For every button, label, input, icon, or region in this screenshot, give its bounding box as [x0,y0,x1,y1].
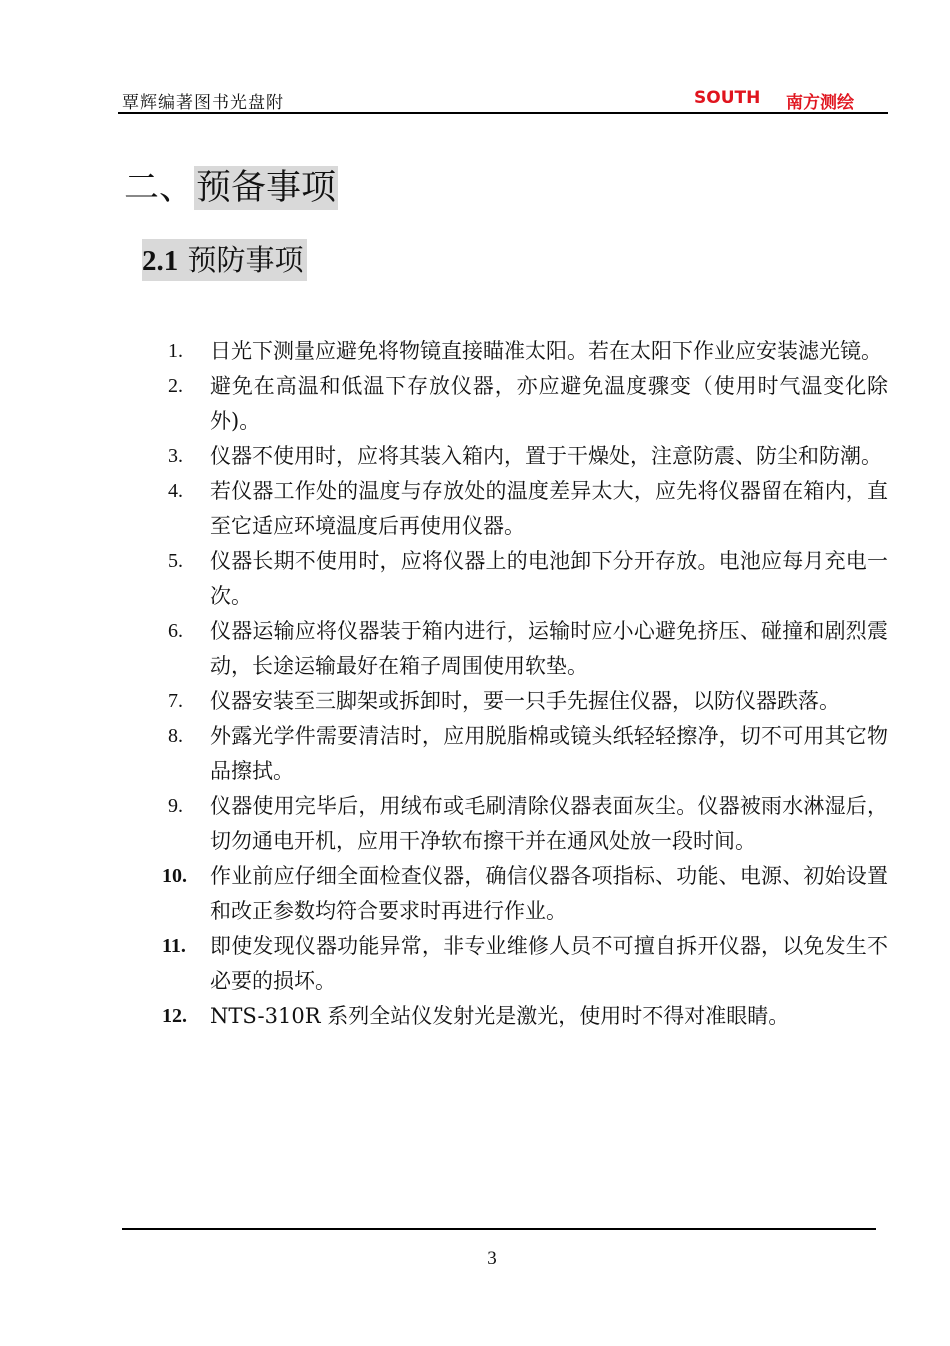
list-item-text: 仪器长期不使用时，应将仪器上的电池卸下分开存放。电池应每月充电一次。 [210,549,888,608]
list-item-text: 即使发现仪器功能异常，非专业维修人员不可擅自拆开仪器，以免发生不必要的损坏。 [210,934,888,993]
header-divider [118,112,888,114]
list-item [160,544,888,614]
list-item-number: 4. [168,480,183,502]
chapter-heading [124,166,338,210]
list-item-text: 仪器不使用时，应将其装入箱内，置于干燥处，注意防震、防尘和防潮。 [210,444,882,468]
list-item [160,334,888,369]
section-heading [142,239,307,281]
list-item [160,369,888,439]
list-item-text: 仪器安装至三脚架或拆卸时，要一只手先握住仪器，以防仪器跌落。 [210,689,840,713]
list-item-number: 1. [168,340,183,362]
list-item [160,929,888,999]
list-item [160,719,888,789]
list-item [160,684,888,719]
list-item-number: 9. [168,795,183,817]
list-item [160,999,888,1034]
list-item-number: 8. [168,725,183,747]
section-number: 2.1 [142,245,179,277]
list-item-text: 作业前应仔细全面检查仪器，确信仪器各项指标、功能、电源、初始设置和改正参数均符合要求时再进行作业。 [210,864,888,923]
list-item-number: 10. [162,865,187,887]
page-number: 3 [487,1248,497,1269]
header-book-title: 覃辉编著图书光盘附 [122,93,284,113]
precautions-list [160,334,888,1034]
chapter-number: 二、 [124,168,195,208]
list-item [160,789,888,859]
list-item-text: 外露光学件需要清洁时，应用脱脂棉或镜头纸轻轻擦净，切不可用其它物品擦拭。 [210,724,888,783]
list-item [160,859,888,929]
list-item-number: 5. [168,550,183,572]
list-item-number: 2. [168,375,183,397]
list-item-text: 仪器运输应将仪器装于箱内进行，运输时应小心避免挤压、碰撞和剧烈震动，长途运输最好在箱子周围使用软垫。 [210,619,888,678]
list-item-text: 仪器使用完毕后，用绒布或毛刷清除仪器表面灰尘。仪器被雨水淋湿后，切勿通电开机，应用干净软布擦干并在通风处放一段时间。 [210,794,888,853]
list-item-text: NTS-310R 系列全站仪发射光是激光，使用时不得对准眼睛。 [210,1004,790,1028]
brand-logo-text-cn: 南方测绘 [786,93,854,113]
brand-logo-text-en: SOUTH [694,88,761,108]
section-title: 预防事项 [187,243,304,277]
list-item-number: 12. [162,1005,187,1027]
list-item-number: 11. [162,935,186,957]
list-item-text: 日光下测量应避免将物镜直接瞄准太阳。若在太阳下作业应安装滤光镜。 [210,339,882,363]
list-item-number: 3. [168,445,183,467]
list-item [160,474,888,544]
footer-divider [122,1228,876,1230]
list-item [160,614,888,684]
chapter-title: 预备事项 [196,168,337,208]
list-item-text: 若仪器工作处的温度与存放处的温度差异太大，应先将仪器留在箱内，直至它适应环境温度后再使用仪器。 [210,479,888,538]
list-item [160,439,888,474]
list-item-number: 7. [168,690,183,712]
list-item-number: 6. [168,620,183,642]
list-item-text: 避免在高温和低温下存放仪器，亦应避免温度骤变（使用时气温变化除外)。 [210,374,888,433]
